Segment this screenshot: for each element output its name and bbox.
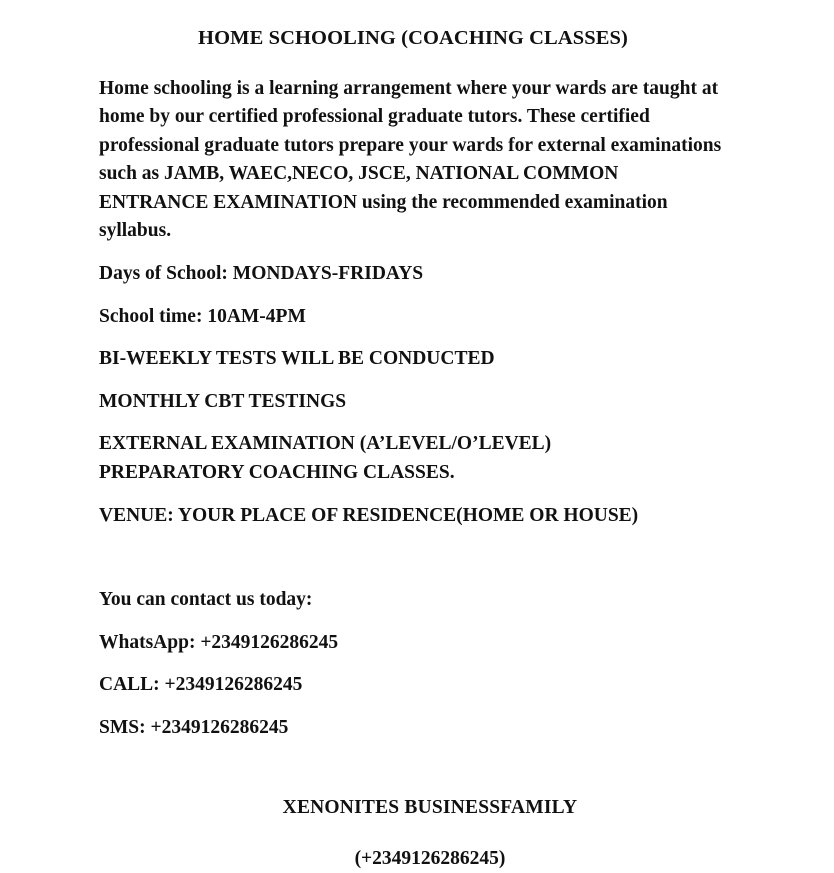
spacer bbox=[99, 331, 727, 345]
document-content bbox=[99, 0, 727, 743]
spacer bbox=[99, 657, 727, 671]
monthly-cbt-line: MONTHLY CBT TESTINGS bbox=[99, 390, 347, 412]
biweekly-tests-line: BI-WEEKLY TESTS WILL BE CONDUCTED bbox=[99, 348, 495, 370]
footer-phone-number: (+2349126286245) bbox=[354, 847, 506, 869]
document-footer bbox=[99, 794, 761, 873]
venue-line: VENUE: YOUR PLACE OF RESIDENCE(HOME OR HOUSE) bbox=[99, 504, 639, 526]
spacer bbox=[99, 488, 727, 502]
spacer bbox=[99, 246, 727, 260]
contact-call: CALL: +2349126286245 bbox=[99, 674, 303, 696]
spacer-before-contact bbox=[99, 530, 727, 586]
footer-organization-name: XENONITES BUSINESSFAMILY bbox=[282, 797, 578, 818]
spacer bbox=[99, 416, 727, 430]
page-title: HOME SCHOOLING (COACHING CLASSES) bbox=[198, 27, 628, 49]
intro-paragraph: Home schooling is a learning arrangement where your wards are taught at home by our certified professional graduate tutors. These certified professional graduate tutors prepare your wards for external examinations such as JAMB, WAEC,NECO, JSCE, NATIONAL COMMON ENTRANCE EXAMINATION using the recommended examination syllabus. bbox=[99, 77, 722, 242]
contact-heading: You can contact us today: bbox=[99, 589, 313, 611]
spacer bbox=[99, 289, 727, 303]
external-exam-line-2: PREPARATORY COACHING CLASSES. bbox=[99, 462, 455, 484]
spacer bbox=[99, 374, 727, 388]
external-exam-line-1: EXTERNAL EXAMINATION (A’LEVEL/O’LEVEL) bbox=[99, 433, 552, 455]
school-time-line: School time: 10AM-4PM bbox=[99, 305, 306, 327]
days-of-school-line: Days of School: MONDAYS-FRIDAYS bbox=[99, 263, 424, 285]
spacer bbox=[99, 700, 727, 714]
contact-sms: SMS: +2349126286245 bbox=[99, 717, 289, 738]
contact-whatsapp: WhatsApp: +2349126286245 bbox=[99, 631, 339, 653]
spacer-after-title bbox=[99, 49, 727, 75]
spacer bbox=[99, 615, 727, 629]
